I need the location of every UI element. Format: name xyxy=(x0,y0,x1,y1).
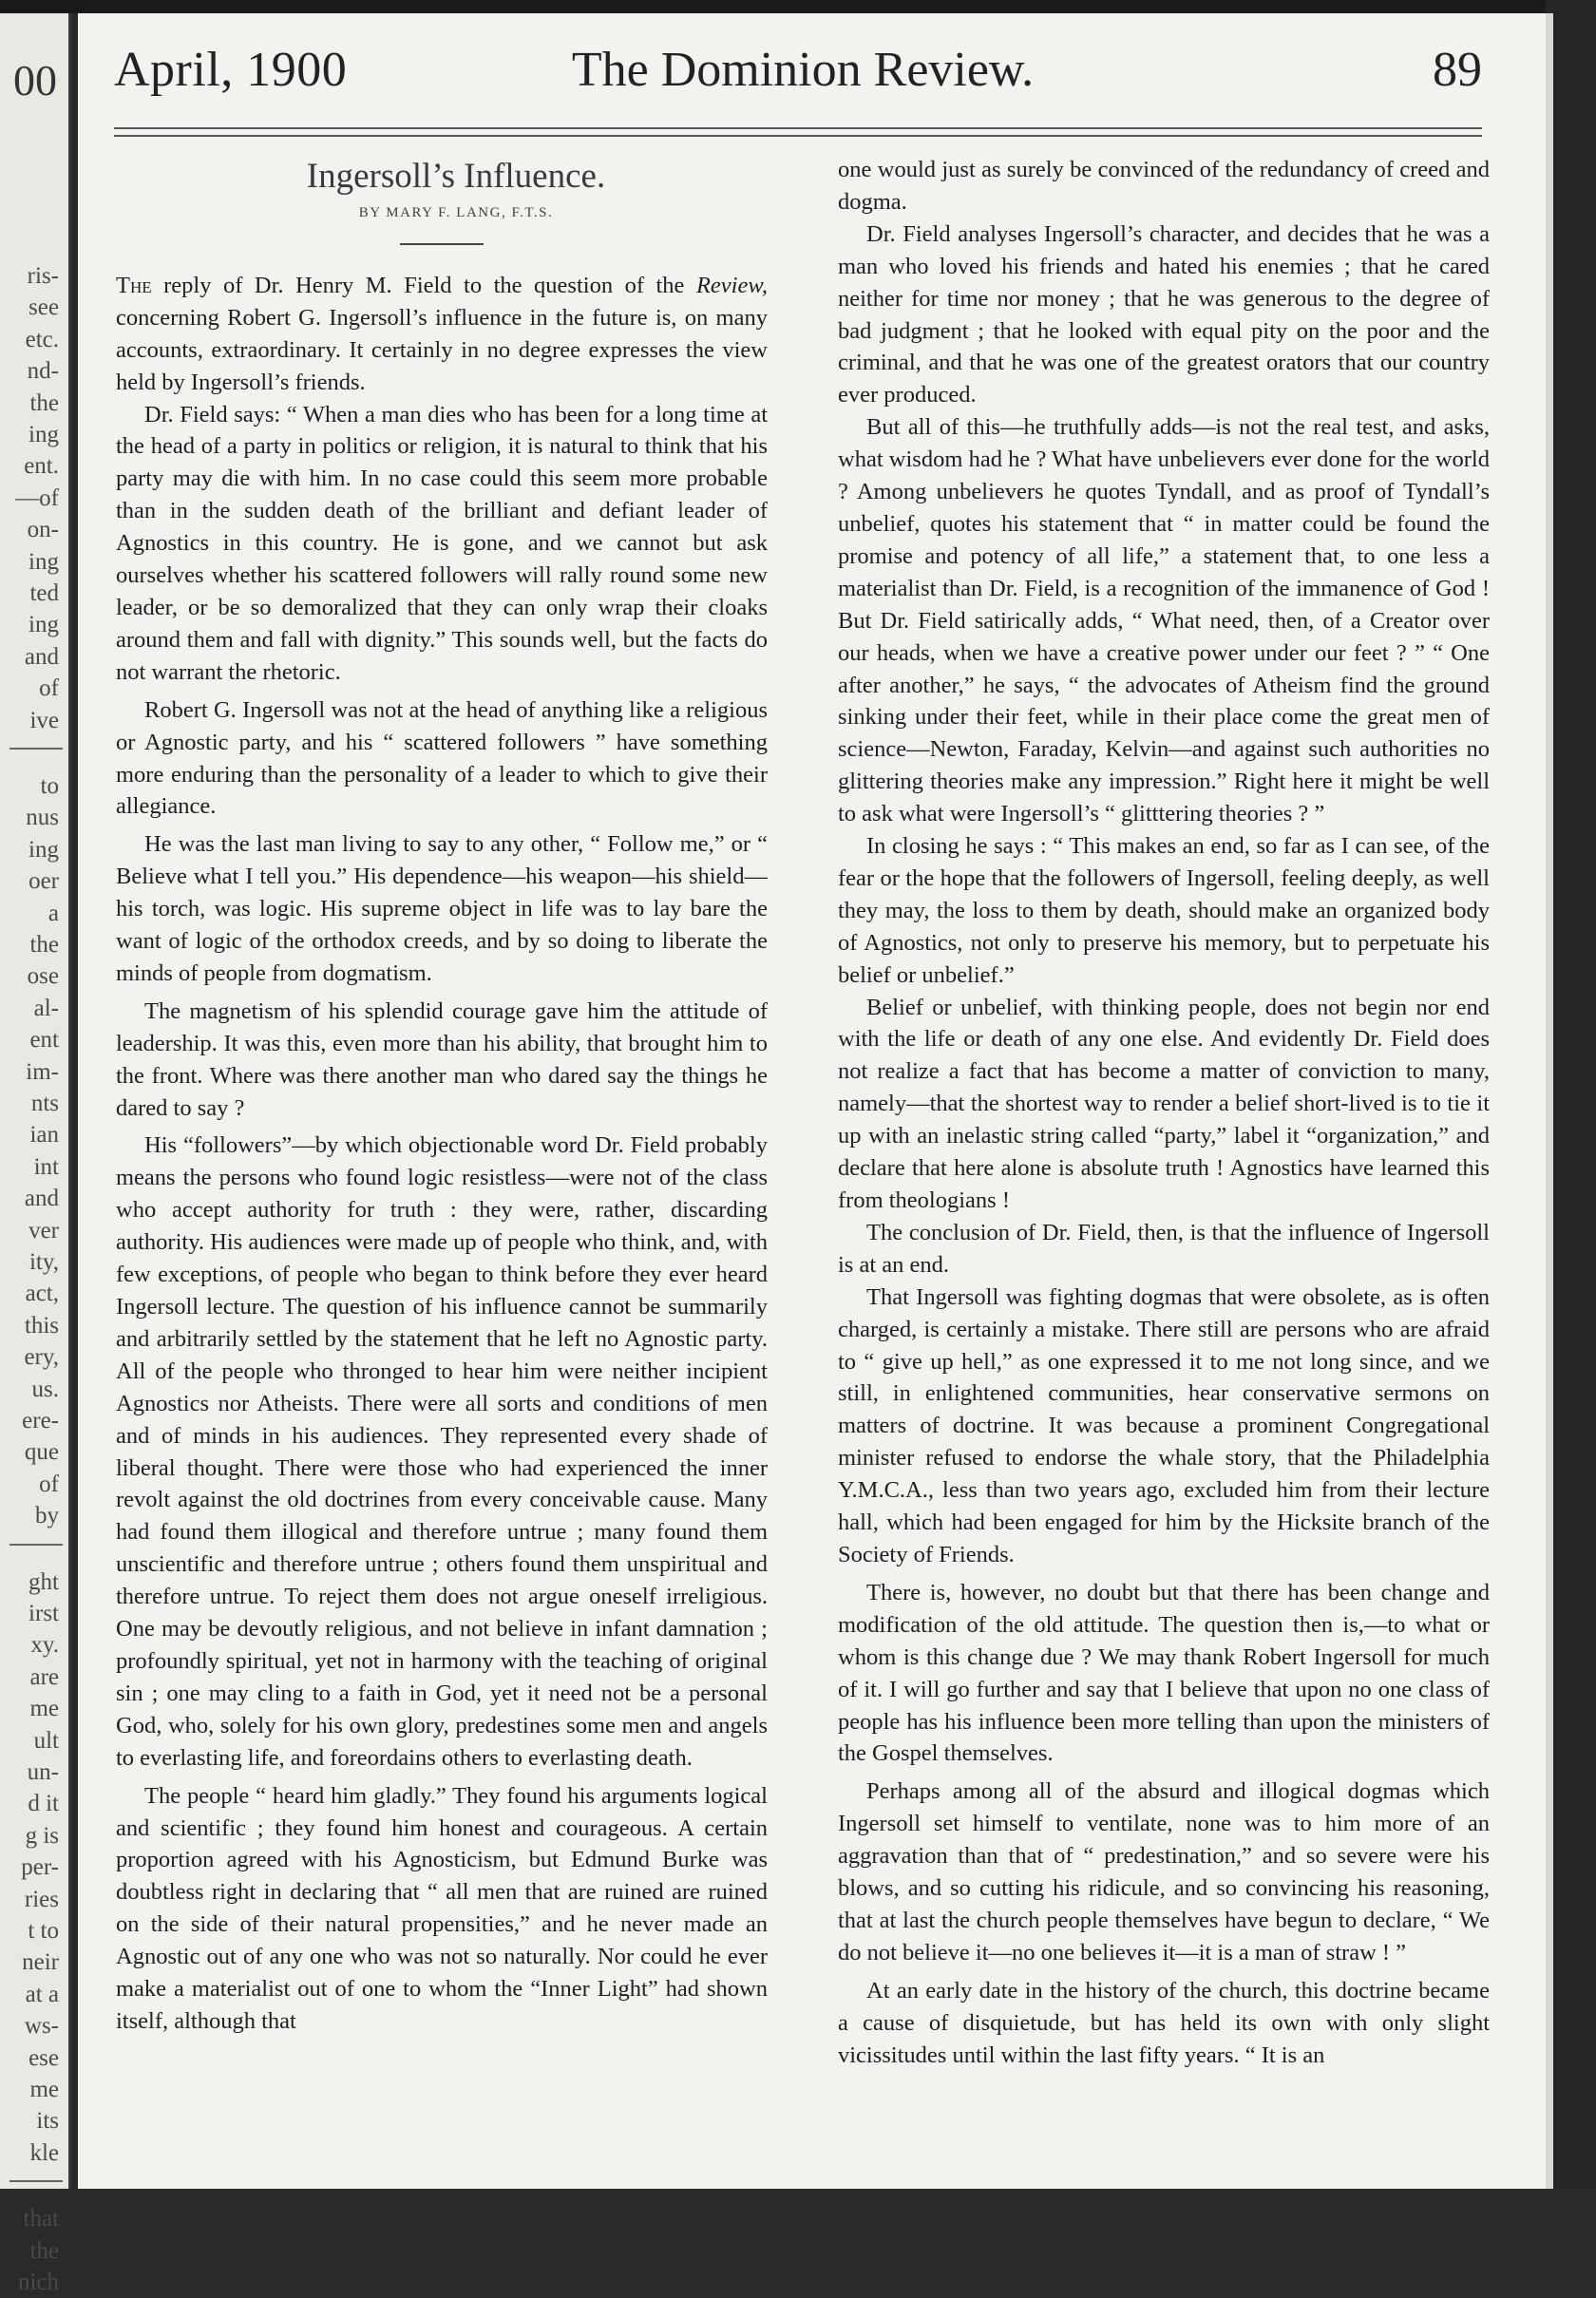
adjacent-line-fragment: un- xyxy=(27,1759,59,1785)
adjacent-line-fragment: d it xyxy=(28,1791,59,1817)
adjacent-line-fragment: the xyxy=(29,389,59,416)
adjacent-line-fragment: ing xyxy=(28,548,59,575)
adjacent-line-fragment: and xyxy=(24,1186,59,1212)
adjacent-line-fragment: t to xyxy=(28,1918,59,1944)
paragraph: That Ingersoll was fighting dogmas that were obsolete, as is often charged, is certainly a mistake. There still are persons who are afraid to “ give up hell,” as one expressed it to me not long since, and we still, in enlightened communities, hear conservative sermons on matters of doctrine. It was because a prominent Congregational minister refused to endorse the whale story, that the Philadelphia Y.M.C.A., less than two years ago, excluded him from their lecture hall, which had been engaged for him by the Hicksite branch of the Society of Friends. xyxy=(838,1283,1490,1567)
page-edge xyxy=(1546,13,1553,2189)
paragraph: Perhaps among all of the absurd and illogical dogmas which Ingersoll set himself to ventilate, none was to him more of an aggravation than that of “ predestination,” and so severe were his blows, and so cutting his ridicule, and so convincing his reasoning, that at last the church people themselves have begun to declare, “ We do not believe it—no one believes it—it is a man of straw ! ” xyxy=(838,1778,1490,1966)
adjacent-line-fragment: ries xyxy=(24,1886,59,1912)
left-column xyxy=(116,156,768,2038)
adjacent-line-fragment: the xyxy=(29,932,59,958)
article-title: Ingersoll’s Influence. xyxy=(306,157,606,196)
adjacent-page-rule xyxy=(10,2180,63,2182)
adjacent-line-fragment: nts xyxy=(30,1091,59,1116)
byline-rule xyxy=(400,243,484,245)
adjacent-line-fragment: its xyxy=(36,2108,59,2135)
adjacent-line-fragment: ive xyxy=(29,707,59,733)
adjacent-line-fragment: ws- xyxy=(24,2013,59,2040)
adjacent-line-fragment: im- xyxy=(26,1058,59,1085)
paragraph: Robert G. Ingersoll was not at the head of anything like a religious or Agnostic party, and his “ scattered followers ” have something more enduring than the personality of a leader to which to give their allegiance. xyxy=(116,696,768,820)
adjacent-line-fragment: ere- xyxy=(22,1408,59,1434)
adjacent-page-fragment xyxy=(0,13,71,2295)
paragraph: At an early date in the history of the church, this doctrine became a cause of disquietude, but has held its own with only slight vicissitudes until within the last fifty years. “ It is an xyxy=(838,1977,1490,2068)
header-rule xyxy=(114,135,1482,137)
adjacent-line-fragment: this xyxy=(24,1312,59,1339)
journal-title: The Dominion Review. xyxy=(571,43,1035,97)
paragraph xyxy=(116,270,768,399)
scan-border-top xyxy=(0,0,1596,13)
adjacent-line-fragment: ent xyxy=(29,1027,59,1054)
adjacent-line-fragment: a xyxy=(48,900,59,926)
adjacent-line-fragment: ery, xyxy=(24,1344,59,1371)
adjacent-line-fragment: me xyxy=(29,2077,59,2102)
paragraph: There is, however, no doubt but that there has been change and modification of the old attitude. The question then is,—to what or whom is this change due ? We may thank Robert Ingersoll for much of it. I will go further and say that I believe that upon no one class of people has his influence been more telling than upon the ministers of the Gospel themselves. xyxy=(838,1579,1490,1767)
adjacent-line-fragment: ity, xyxy=(28,1249,59,1275)
adjacent-line-fragment: on- xyxy=(27,517,59,543)
adjacent-line-fragment: ose xyxy=(27,963,59,990)
adjacent-line-fragment: ris- xyxy=(27,263,59,289)
adjacent-line-fragment: are xyxy=(29,1663,59,1690)
paragraph: The magnetism of his splendid courage gave him the attitude of leadership. It was this, even more than his ability, that brought him to the front. Where was there another man who dared say the things he dared to say ? xyxy=(116,997,768,1121)
adjacent-line-fragment: of xyxy=(39,675,59,702)
adjacent-line-fragment: neir xyxy=(22,1949,59,1976)
paragraph: He was the last man living to say to any other, “ Follow me,” or “ Believe what I tell you.” His dependence—his weapon—his shield—his torch, was logic. His supreme object in life was to lay bare the want of logic of the orthodox creeds, and by so doing to liberate the minds of people from dogmatism. xyxy=(116,831,768,986)
adjacent-line-fragment: —of xyxy=(15,484,59,511)
italic-word: Review, xyxy=(695,272,768,298)
adjacent-line-fragment: nd- xyxy=(27,358,59,385)
adjacent-line-fragment: g is xyxy=(25,1822,59,1849)
adjacent-line-fragment: ese xyxy=(28,2044,59,2071)
paragraph-text: concerning Robert G. Ingersoll’s influence in the future is, on many accounts, extraordinary. It certainly in no degree expresses the view held by Ingersoll’s friends. xyxy=(116,304,768,395)
header-rule xyxy=(114,127,1482,129)
adjacent-line-fragment: ing xyxy=(28,422,59,447)
adjacent-line-fragment: that xyxy=(23,2206,59,2232)
adjacent-line-fragment: ing xyxy=(28,612,59,638)
page-number: 89 xyxy=(1433,43,1482,97)
adjacent-line-fragment: xy. xyxy=(30,1632,59,1659)
adjacent-line-fragment: irst xyxy=(28,1601,59,1626)
right-column xyxy=(838,154,1490,2071)
running-header xyxy=(114,42,1492,108)
adjacent-line-fragment: and xyxy=(24,643,59,670)
adjacent-line-fragment: by xyxy=(35,1503,59,1529)
paragraph: Dr. Field analyses Ingersoll’s character, and decides that he was a man who loved his friends and hated his enemies ; that he cared neither for time nor money ; that he was generous to the degree of bad judgment ; that he looked with equal pity on the poor and the criminal, and that he was one of the greatest orators that our country ever produced. xyxy=(838,220,1490,408)
adjacent-line-fragment: oer xyxy=(28,868,59,895)
adjacent-page-rule xyxy=(10,748,63,750)
adjacent-line-fragment: nus xyxy=(26,805,59,831)
adjacent-line-fragment: ing xyxy=(28,836,59,863)
paragraph: one would just as surely be convinced of the redundancy of creed and dogma. xyxy=(838,157,1490,215)
adjacent-line-fragment: see xyxy=(28,294,59,321)
adjacent-line-fragment: ult xyxy=(33,1727,59,1754)
adjacent-line-fragment: of xyxy=(39,1471,59,1497)
article-byline: BY MARY F. LANG, F.T.S. xyxy=(358,205,554,220)
adjacent-line-fragment: us. xyxy=(31,1376,59,1402)
drop-word: The xyxy=(116,272,152,298)
adjacent-line-fragment: to xyxy=(40,773,59,799)
adjacent-line-fragment: nich xyxy=(17,2270,59,2295)
adjacent-line-fragment: al- xyxy=(33,995,59,1021)
adjacent-page-header: 00 xyxy=(13,56,57,104)
paragraph: Dr. Field says: “ When a man dies who has been for a long time at the head of a party in politics or religion, it is natural to think that his party may die with him. In no case could this seem more probable than in the sudden death of the brilliant and defiant leader of Agnostics in this country. He is gone, and we cannot but ask ourselves whether his scattered followers will rally round some new leader, or be so demoralized that they can only wrap their cloaks around them and fall with dignity.” This sounds well, but the facts do not warrant the rhetoric. xyxy=(116,401,768,685)
paragraph: His “followers”—by which objectionable word Dr. Field probably means the persons who found logic resistless—were not of the class who accept authority for truth : they were, rather, discarding authority. His audiences were made up of people who think, and, with few exceptions, of people who began to think before they ever heard Ingersoll lecture. The question of his influence cannot be summarily and arbitrarily settled by the statement that he left no Agnostic party. All of the people who thronged to hear him were neither incipient Agnostics nor Atheists. There were all sorts and conditions of men and of minds in his audiences. They represented every shade of liberal thought. There were those who had experienced the inner revolt against the old doctrines from every conceivable cause. Many had found them illogical and therefore untrue ; many found them unscientific and therefore untrue ; others found them unspiritual and therefore untrue. To reject them does not argue oneself irreligious. One may be devoutly religious, and not believe in infant damnation ; profoundly spiritual, yet not in harmony with the teaching of original sin ; one may cling to a faith in God, yet it need not be a personal God, who, solely for his own glory, predestines some men and angels to everlasting life, and foreordains others to everlasting death. xyxy=(116,1132,768,1771)
paragraph: But all of this—he truthfully adds—is not the real test, and asks, what wisdom had he ? What have unbelievers ever done for the world ? Among unbelievers he quotes Tyndall, and as proof of Tyndall’s unbelief, quotes his statement that “ in matter could be found the promise and potency of all life,” a statement that, to one less a materialist than Dr. Field, is a recognition of the immanence of God ! But Dr. Field satirically adds, “ What need, then, of a Creator over our heads, when we have a creative power under our feet ? ” “ One after another,” he says, “ the advocates of Atheism find the ground sinking under their feet, while in their place come the great men of science—Newton, Faraday, Kelvin—and against such authorities no glittering theories make any impression.” Right here it might be well to ask what were Ingersoll’s “ glitttering theories ? ” xyxy=(838,414,1490,827)
adjacent-line-fragment: the xyxy=(29,2237,59,2264)
adjacent-line-fragment: me xyxy=(29,1696,59,1722)
adjacent-line-fragment: int xyxy=(33,1153,59,1180)
paragraph: Belief or unbelief, with thinking people, does not begin nor end with the life or death of any one else. And evidently Dr. Field does not realize a fact that has become a matter of conviction to many, namely—that the shortest way to render a belief short-lived is to tie it up with an inelastic string called “party,” label it “organization,” and declare that here alone is absolute truth ! Agnostics have learned this from theologians ! xyxy=(838,994,1490,1213)
adjacent-line-fragment: que xyxy=(24,1439,59,1466)
adjacent-line-fragment: etc. xyxy=(25,326,59,352)
adjacent-line-fragment: ent. xyxy=(24,453,59,480)
adjacent-line-fragment: ian xyxy=(29,1122,59,1149)
adjacent-line-fragment: ted xyxy=(29,580,59,606)
paragraph: The people “ heard him gladly.” They found his arguments logical and scientific ; they found him honest and courageous. A certain proportion agreed with his Agnosticism, but Edmund Burke was doubtless right in declaring that “ all men that are ruined are ruined on the side of their natural propensities,” and he never made an Agnostic out of any one who was not so naturally. Nor could he ever make a materialist out of one to whom the “Inner Light” had shown itself, although that xyxy=(116,1782,768,2034)
page xyxy=(78,13,1546,2189)
paragraph: In closing he says : “ This makes an end, so far as I can see, of the fear or the hope that the followers of Ingersoll, feeling deeply, as well they may, the loss to them by death, should make an organized body of Agnostics, not only to preserve his memory, but to perpetuate his belief or unbelief.” xyxy=(838,833,1490,988)
adjacent-line-fragment: per- xyxy=(21,1854,59,1881)
adjacent-page-rule xyxy=(10,1544,63,1546)
adjacent-line-fragment: act, xyxy=(25,1281,59,1307)
paragraph-text: reply of Dr. Henry M. Field to the question of the xyxy=(151,272,696,298)
adjacent-line-fragment: ght xyxy=(28,1568,59,1595)
paragraph: The conclusion of Dr. Field, then, is that the influence of Ingersoll is at an end. xyxy=(838,1219,1490,1278)
adjacent-line-fragment: ver xyxy=(28,1217,59,1244)
issue-date: April, 1900 xyxy=(114,43,348,97)
adjacent-line-fragment: at a xyxy=(25,1981,59,2007)
adjacent-line-fragment: kle xyxy=(29,2139,59,2166)
